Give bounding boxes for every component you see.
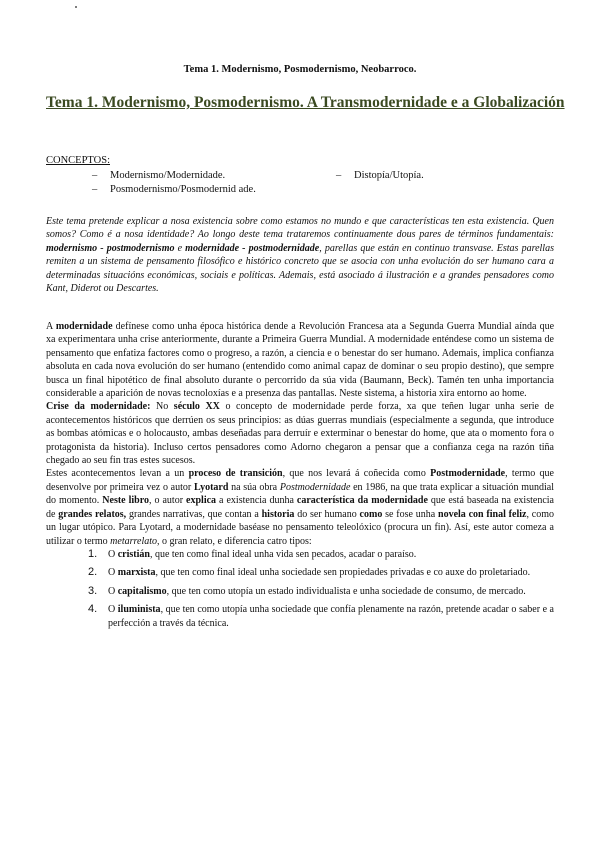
text: No [150, 401, 174, 413]
metarrelato-types-list [46, 548, 554, 630]
term: Lyotard [193, 481, 229, 493]
text: grandes narrativas, que contan a [126, 508, 262, 520]
book-title: Postmodernidade [279, 481, 351, 493]
term: iluminista [117, 604, 161, 616]
list-item [46, 566, 554, 579]
term: explica [186, 495, 217, 507]
concept-item-modernismo [92, 170, 225, 181]
text: que está baseada na existencia de [46, 495, 554, 520]
text: , que ten como final ideal unha vida sen pecados, acadar o paraíso. [149, 548, 417, 560]
list-item [46, 548, 554, 561]
term: como [359, 508, 383, 520]
intro-text: e [174, 242, 186, 254]
text: O [108, 604, 118, 616]
list-number: 4. [88, 603, 98, 616]
term: característica da modernidade [296, 495, 428, 507]
main-title: Tema 1. Modernismo, Posmodernismo. A Transmodernidade e a Globalización [46, 94, 565, 111]
text: , que nos levará á coñecida como [282, 468, 431, 480]
list-item [46, 603, 554, 630]
document-body [46, 320, 554, 635]
dash-bullet: – [336, 170, 342, 181]
page-header: Tema 1. Modernismo, Posmodernismo, Neobarroco. [183, 64, 417, 75]
concept-item-distopia [336, 170, 424, 181]
term: Neste libro [102, 495, 149, 507]
text: , termo que desenvolve por primeira vez o autor [46, 468, 554, 493]
term: historia [261, 508, 295, 520]
text: en 1986, na que trata explicar a situación mundial do momento. [46, 481, 554, 507]
text: O [108, 585, 118, 597]
concept-text: Posmodernismo/Posmodernid ade. [110, 184, 256, 195]
text: a existencia dunha [216, 495, 297, 507]
term: proceso de transición [188, 468, 283, 480]
text: O [108, 567, 118, 579]
page-mark [75, 6, 77, 8]
term: novela con final feliz [438, 508, 527, 520]
term: Crise da modernidade: [46, 401, 151, 413]
list-number: 3. [88, 584, 98, 597]
concept-item-posmodernismo [92, 184, 256, 195]
term: marxista [117, 567, 156, 579]
list-number: 1. [88, 547, 98, 560]
term-italic: metarrelato, [110, 535, 160, 547]
text: A [46, 321, 56, 332]
text: , que ten como utopía un estado individualista e unha sociedade de consumo, de mercado. [166, 585, 526, 597]
term: Postmodernidade [430, 468, 506, 480]
text: o concepto de modernidade perde forza, xa que teñen lugar unha serie de acontecementos históricos que derrúen os seus principios: as dúas guerras mundiais (especialmente a segunda, que introduce as bombas atómicas e o holocausto, ambas deseñadas para derruír e exterminar o benestar do home, que ata o momento fora o protagonista da historia). Incluso certos pensadores como Adorno chegaron a pensar que a confianza cega na razón tiña chegado ao seu fin tras estes sucesos. [46, 401, 554, 467]
text: , como un lugar utópico. Para Lyotard, a modernidade baséase no pensamento teleolóxico (procura un fin). Así, este autor comeza a utilizar o termo [46, 508, 554, 547]
intro-term: modernidade - postmodernidade [185, 242, 320, 254]
text: , o autor [148, 495, 187, 507]
list-number: 2. [88, 566, 98, 579]
dash-bullet: – [92, 184, 98, 195]
paragraph-postmodernidade [46, 467, 554, 547]
text: do ser humano [294, 508, 360, 520]
text: o gran relato, e diferencia catro tipos: [159, 535, 312, 547]
term: cristián [117, 548, 150, 560]
concept-text: Distopía/Utopía. [354, 170, 424, 181]
paragraph-crise [46, 400, 554, 467]
concepts-label: CONCEPTOS: [46, 155, 110, 166]
term: século XX [173, 401, 220, 413]
dash-bullet: – [92, 170, 98, 181]
text: O [108, 548, 118, 560]
text: Estes acontecementos levan a un [46, 468, 189, 480]
term: capitalismo [117, 585, 167, 597]
text: defínese como unha época histórica dende a Revolución Francesa ata a Segunda Guerra Mundial aínda que xa experimentara unha crise anteriormente, durante a Primeira Guerra Mundial. A modernidade enténdese como un sistema de pensamento que enfatiza factores como o progreso, a razón, a ciencia e o benestar do ser humano. Ademais, implica confianza absoluta en cada nova evolución do ser humano (entendido como animal capaz de dominar o seu propio destino), que sempre busca un final hipotético de final absoluto durante o percorrido da súa vida (Baumann, Beck). Tamén ten unha importancia considerable a aparición de novas tecnoloxías e a presenza das pantallas. Neste sistema, a historia xira entorno ao home. [46, 321, 555, 400]
intro-paragraph [46, 215, 554, 295]
intro-term: modernismo - postmodernismo [46, 242, 175, 254]
term: grandes relatos, [58, 508, 127, 520]
list-item [46, 585, 554, 598]
text: , que ten como utopía unha sociedade que confía plenamente na razón, pretende acadar o saber e a perfección a través da técnica. [108, 604, 554, 629]
intro-text: Este tema pretende explicar a nosa existencia sobre como estamos no mundo e que características ten esta existencia. Quen somos? Como é a nosa identidade? Ao longo deste tema trataremos continuamente dous pares de términos fundamentais: [46, 216, 554, 241]
text: , que ten como final ideal unha sociedade sen propiedades privadas e co auxe do proletariado. [155, 567, 531, 579]
intro-text: , parellas que están en continuo transvase. Estas parellas remiten a un sistema de pensamento filosófico e histórico concreto que se asocia con unha evolución do ser humano cara a determinadas situacións económicas, sociais e políticas. Ademais, está asociado á ilustración e a grandes pensadores como Kant, Diderot ou Descartes. [46, 242, 554, 295]
term: modernidade [55, 321, 113, 332]
concept-text: Modernismo/Modernidade. [110, 170, 226, 181]
paragraph-modernidade [46, 320, 554, 400]
text: na súa obra [228, 481, 280, 493]
text: se fose unha [382, 508, 439, 520]
